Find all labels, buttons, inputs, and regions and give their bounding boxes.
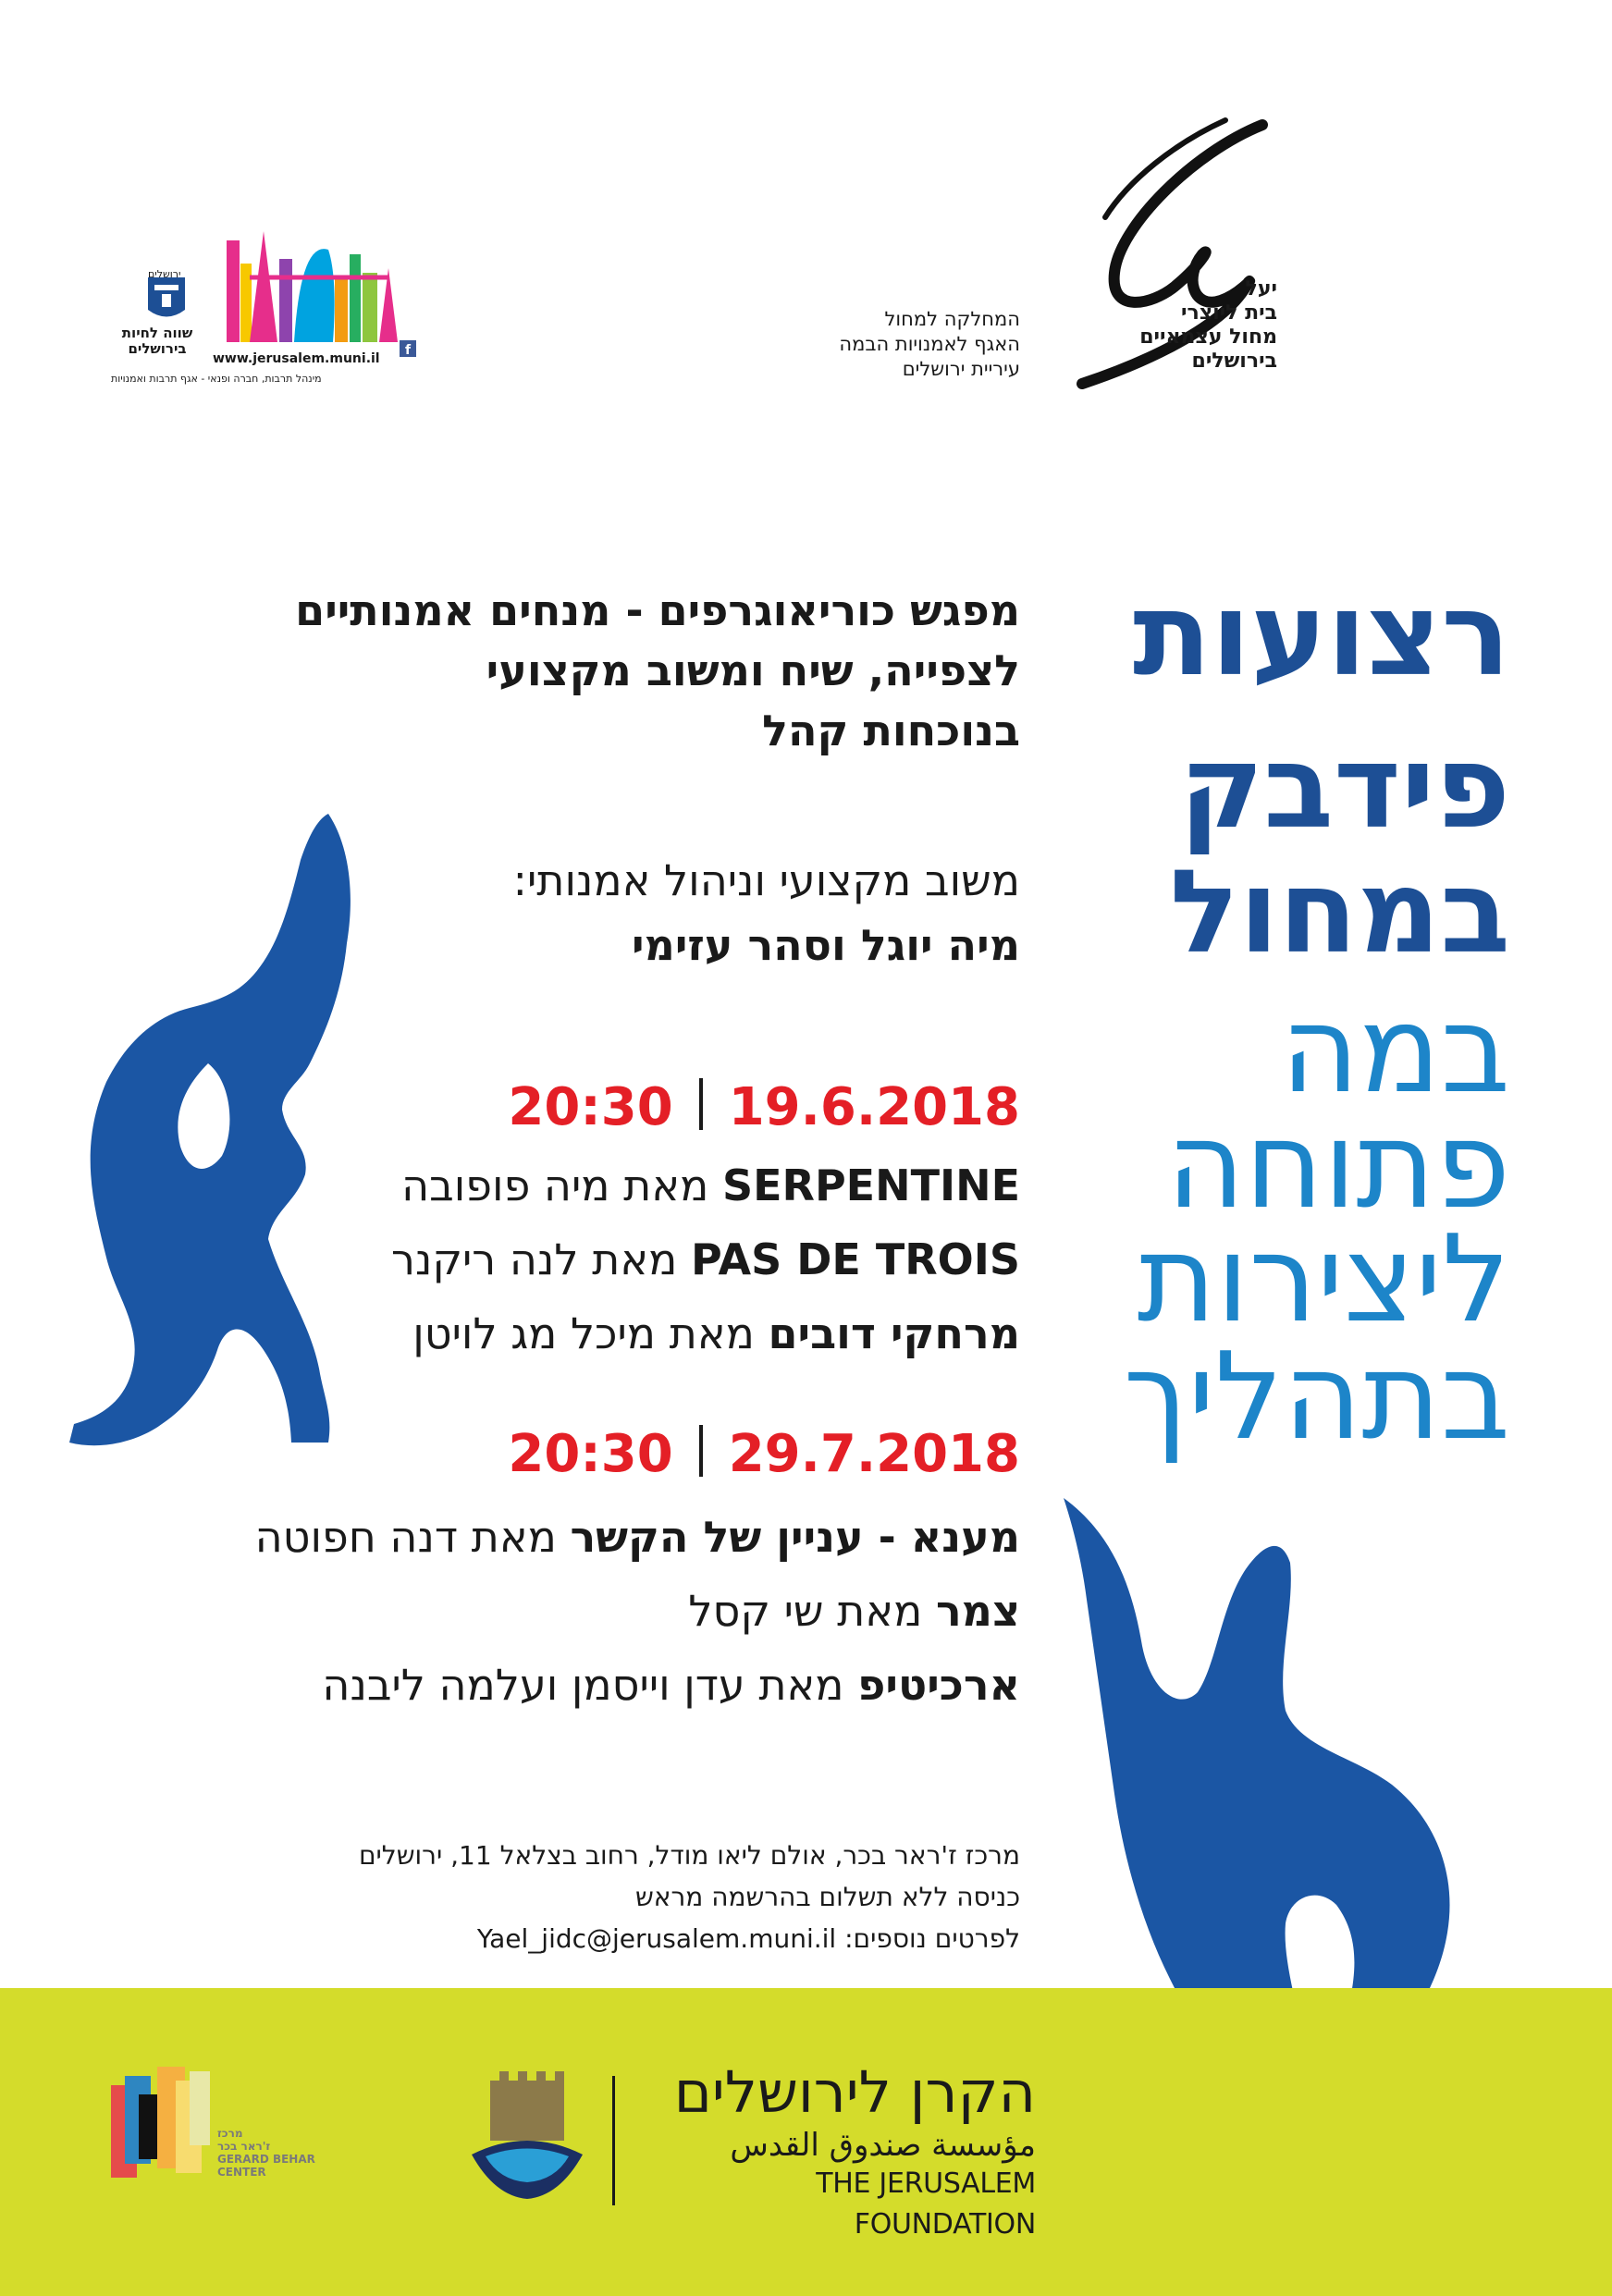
session2-time: 20:30 [508, 1424, 673, 1484]
show-author: מאת שי קסל [688, 1586, 936, 1636]
dept-line-1: המחלקה למחול [884, 308, 1020, 330]
dept-line-3: עיריית ירושלים [902, 358, 1020, 380]
show-author: מאת לנה ריקנר [391, 1234, 691, 1284]
date-separator [699, 1425, 703, 1477]
date-separator [699, 1078, 703, 1130]
yael-line-2: בית ליוצרי [1180, 301, 1277, 325]
show-author: מאת מיכל מג לויטן [412, 1308, 769, 1358]
show-title: צמר [935, 1586, 1020, 1636]
yael-line-3: מחול עצמאיים [1139, 325, 1277, 349]
title-line-6: ליצירות [1137, 1209, 1510, 1349]
session1-date: 19.6.2018 [728, 1077, 1020, 1137]
foundation-name-hebrew: הקרן לירושלים [673, 2058, 1036, 2126]
contact-label: לפרטים נוספים: [844, 1923, 1020, 1954]
muni-tagline-1: שווה לחיות [121, 325, 193, 341]
title-line-2: פידבק [1179, 721, 1510, 854]
venue-address: מרכז ז'ראר בכר, אולם ליאו מודל, רחוב בצלאל 11, ירושלים [358, 1840, 1020, 1871]
session1-time: 20:30 [508, 1077, 673, 1137]
yael-line-1: יעל [1245, 277, 1277, 301]
muni-city-label: ירושלים [148, 268, 181, 280]
dancer-silhouette-left [51, 804, 384, 1470]
session2-date: 29.7.2018 [728, 1424, 1020, 1484]
intro-line-1: מפגש כוריאוגרפים - מנחים אמנותיים [295, 585, 1020, 635]
title-line-3: במחול [1169, 846, 1510, 979]
yael-line-4: בירושלים [1191, 350, 1277, 373]
intro-line-2: לצפייה, שיח ומשוב מקצועי [486, 645, 1020, 695]
show-author: מאת עדן וייסמן ועלמה ליבנה [322, 1660, 858, 1710]
show-title: מרחקי דובים [768, 1308, 1020, 1358]
department-block [743, 307, 1020, 382]
muni-tagline-2: בירושלים [128, 340, 187, 357]
title-line-4: במה [1280, 979, 1510, 1120]
behar-line-4: CENTER [217, 2166, 266, 2179]
muni-tagline [111, 325, 203, 357]
dept-line-2: האגף לאמנויות הבמה [839, 333, 1020, 355]
yael-name-block [1064, 277, 1277, 374]
muni-admin-line: מינהל תרבות, חברה ופנאי - אגף תרבות ואמנויות [111, 373, 322, 385]
svg-text:f: f [405, 343, 412, 358]
consultation-names: מיה יוגל וסהר עזימי [632, 920, 1020, 970]
foundation-name-arabic: مؤسسة صندوق القدس [730, 2127, 1036, 2164]
intro-line-3: בנוכחות קהל [762, 706, 1020, 755]
session2-show-1 [3, 1512, 1020, 1562]
behar-line-2: ז'ראר בכר [217, 2140, 271, 2153]
muni-website-link[interactable]: www.jerusalem.muni.il [213, 351, 380, 366]
consultation-label: משוב מקצועי וניהול אמנותי: [512, 855, 1020, 905]
behar-line-1: מרכז [217, 2127, 243, 2140]
foundation-name-english: THE JERUSALEM FOUNDATION [816, 2167, 1036, 2241]
title-line-7: בתהליך [1123, 1326, 1510, 1467]
behar-center-label [217, 2127, 315, 2179]
show-author: מאת דנה חפוטה [254, 1512, 571, 1562]
foundation-divider [612, 2076, 615, 2205]
contact-email[interactable]: Yael_jidc@jerusalem.muni.il [476, 1923, 837, 1954]
title-line-5: פתוחה [1166, 1095, 1510, 1235]
venue-contact [95, 1919, 1020, 1959]
show-author: מאת מיה פופובה [401, 1160, 722, 1210]
show-title: ארכיטיפ [857, 1660, 1020, 1710]
behar-line-3: GERARD BEHAR [217, 2153, 315, 2166]
jerusalem-foundation-emblem [467, 2071, 587, 2201]
session2-show-3 [3, 1660, 1020, 1710]
show-title: SERPENTINE [721, 1160, 1020, 1210]
show-title: מענא - עניין של הקשר [570, 1512, 1020, 1562]
venue-entry: כניסה ללא תשלום בהרשמה מראש [634, 1882, 1020, 1912]
title-line-1: רצועות [1132, 569, 1510, 702]
session2-show-2 [3, 1586, 1020, 1636]
show-title: PAS DE TROIS [690, 1234, 1020, 1284]
